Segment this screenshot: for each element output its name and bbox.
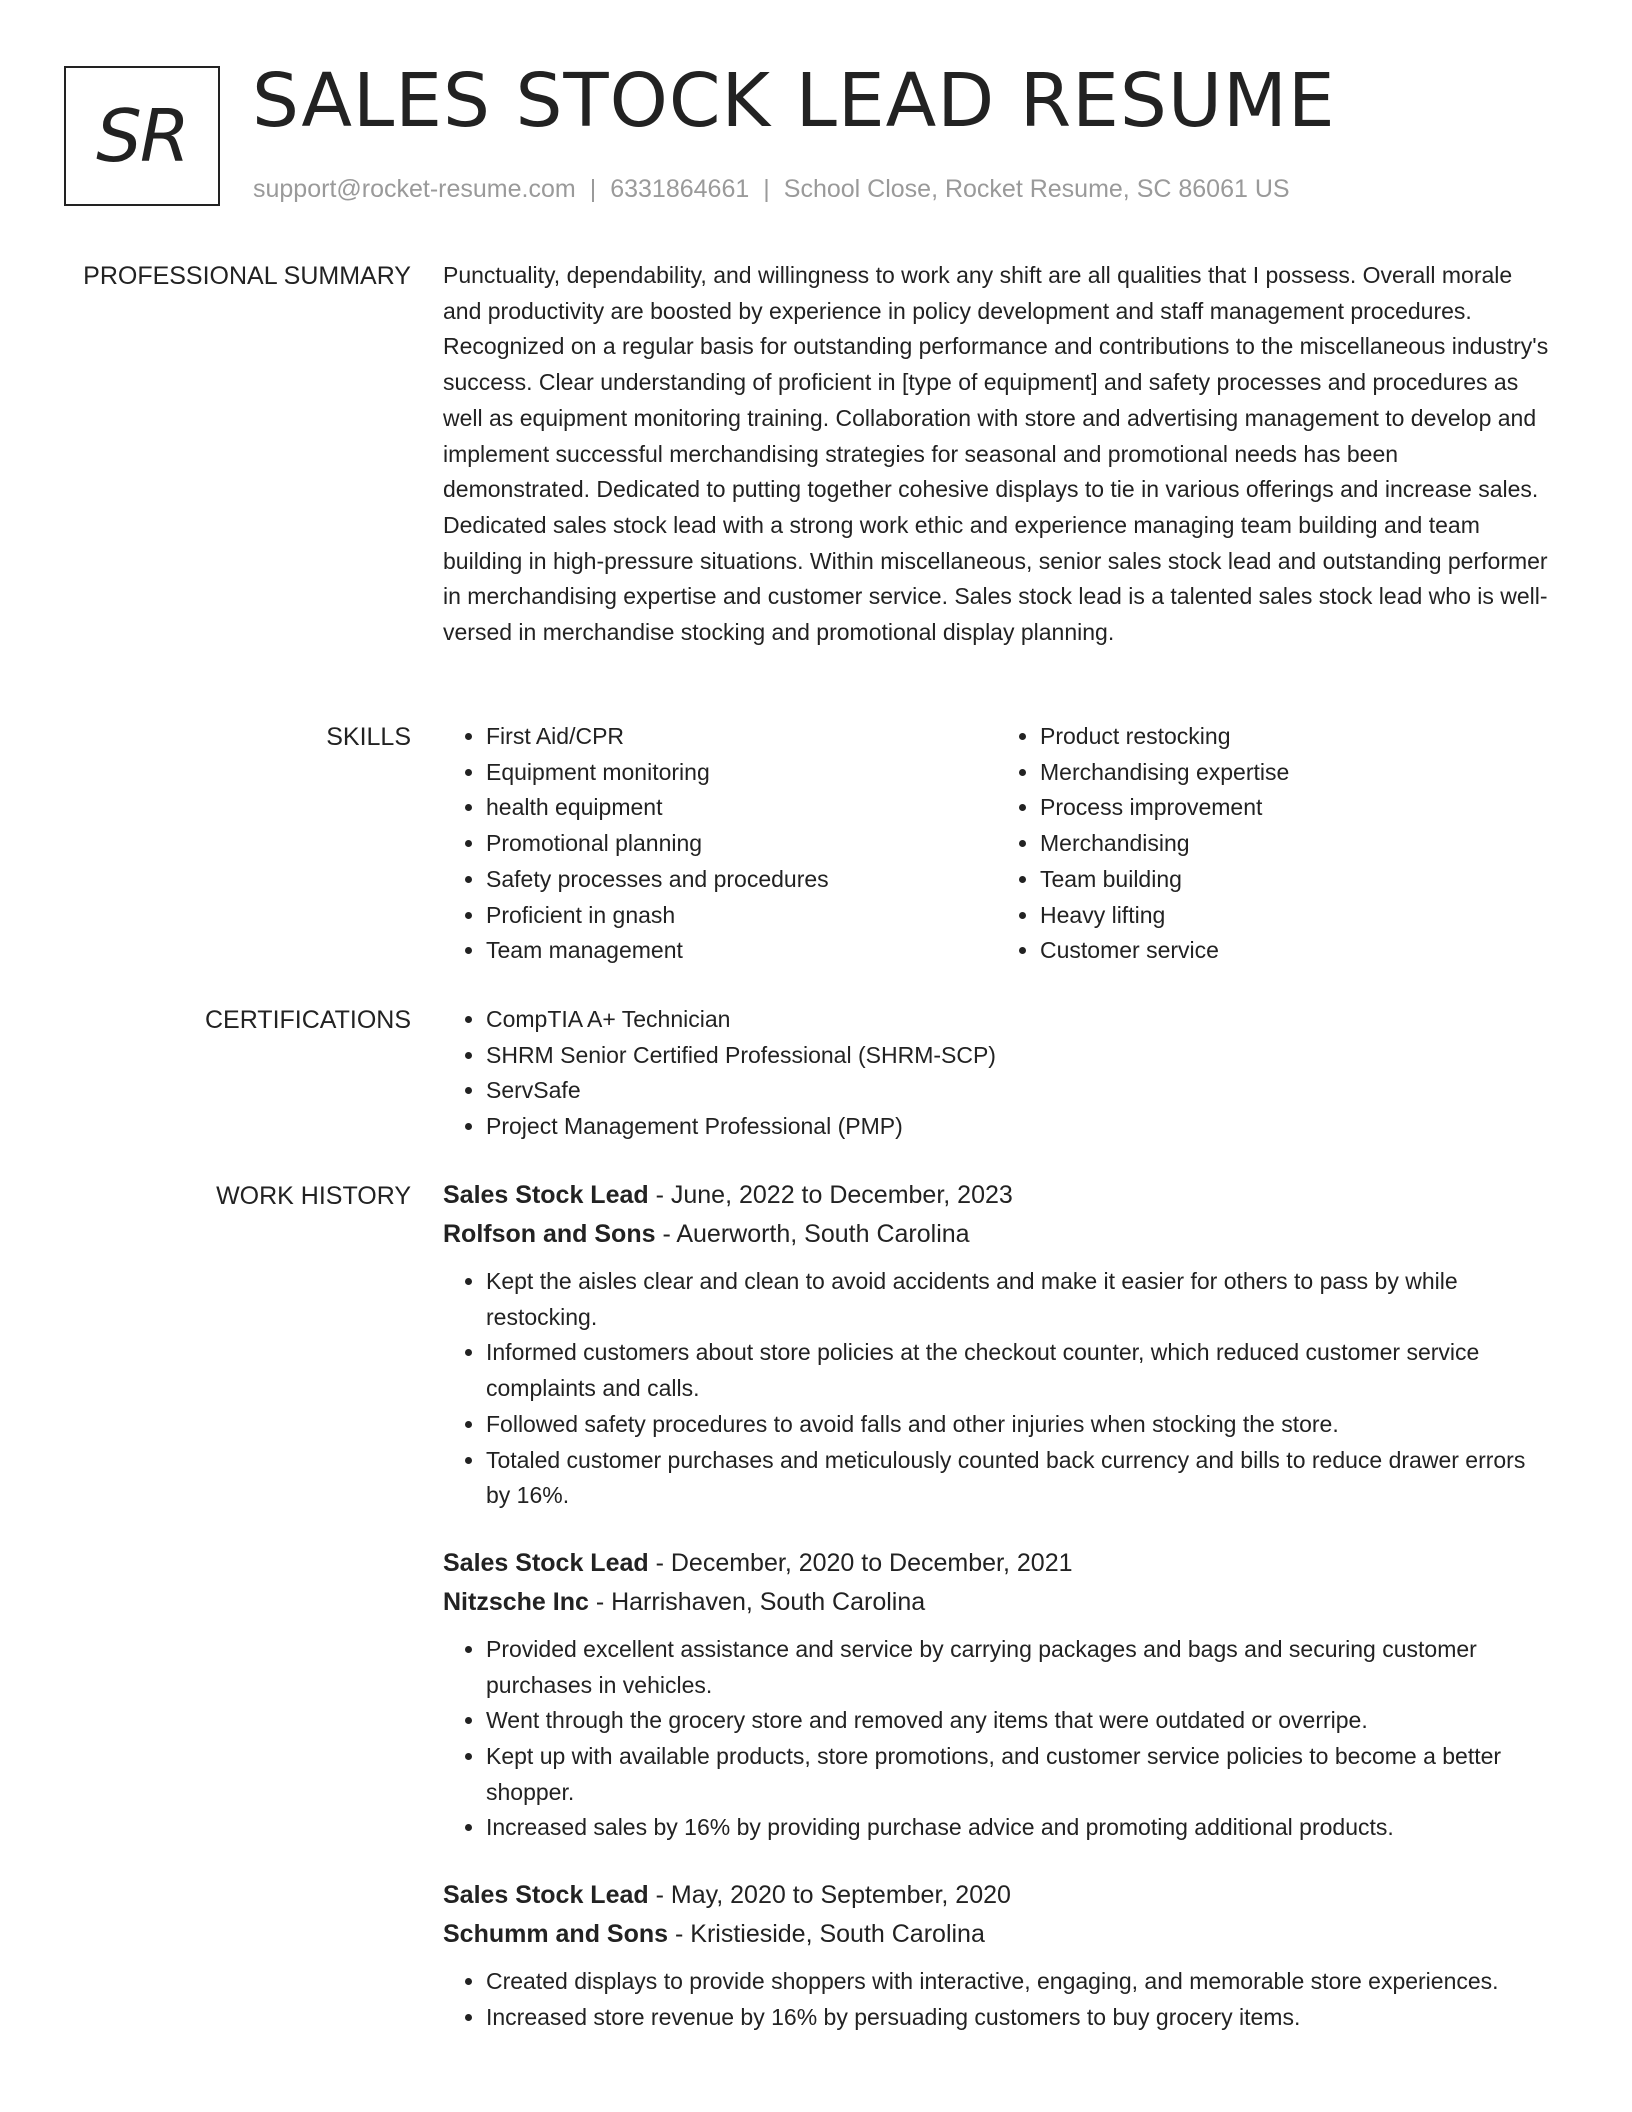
skill-item: • Merchandising expertise — [1040, 755, 1551, 791]
section-label-summary: PROFESSIONAL SUMMARY — [83, 262, 411, 290]
certification-item: • SHRM Senior Certified Professional (SHRM-SCP) — [486, 1038, 1551, 1074]
job-bullet: • Totaled customer purchases and meticulously counted back currency and bills to reduce drawer errors by 16%. — [486, 1443, 1551, 1514]
job-company: Nitzsche Inc — [443, 1587, 589, 1616]
skill-item: • Customer service — [1040, 933, 1551, 969]
skill-item: • Safety processes and procedures — [486, 862, 997, 898]
skill-item: • First Aid/CPR — [486, 719, 997, 755]
job-location: - Harrishaven, South Carolina — [588, 1587, 926, 1616]
certification-item: • CompTIA A+ Technician — [486, 1002, 1551, 1038]
monogram-logo: SR — [64, 66, 220, 206]
job-bullet: • Created displays to provide shoppers with interactive, engaging, and memorable store experiences. — [486, 1964, 1551, 2000]
skill-item: • Proficient in gnash — [486, 898, 997, 934]
job-entry — [443, 1176, 1551, 1514]
job-bullet: • Kept the aisles clear and clean to avoid accidents and make it easier for others to pass by while restocking. — [486, 1264, 1551, 1335]
job-company: Rolfson and Sons — [443, 1220, 656, 1248]
job-bullet: • Informed customers about store policies at the checkout counter, which reduced customer service complaints and calls. — [486, 1335, 1551, 1406]
skill-item: • Product restocking — [1040, 719, 1551, 755]
job-bullet: • Increased sales by 16% by providing purchase advice and promoting additional products. — [486, 1810, 1551, 1846]
contact-separator: | — [763, 175, 770, 203]
contact-address: School Close, Rocket Resume, SC 86061 US — [783, 175, 1290, 203]
job-location: - Auerworth, South Carolina — [655, 1220, 970, 1248]
skill-item: • Process improvement — [1040, 790, 1551, 826]
contact-phone: 6331864661 — [610, 175, 750, 203]
skills-body — [443, 719, 1551, 969]
contact-line — [253, 172, 1290, 206]
skills-list-right — [997, 719, 1551, 969]
skill-item: • Equipment monitoring — [486, 755, 997, 791]
skills-list-left — [443, 719, 997, 969]
job-title-line — [443, 1544, 1551, 1583]
page-title: SALES STOCK LEAD RESUME — [252, 58, 1336, 144]
job-title: Sales Stock Lead — [443, 1881, 649, 1910]
job-company-line — [443, 1583, 1551, 1622]
section-label-skills: SKILLS — [326, 723, 411, 751]
summary-text: Punctuality, dependability, and willingness to work any shift are all qualities that I possess. Overall morale and productivity are boosted by experience in policy development and staff management procedures. Recognized on a regular basis for outstanding performance and contributions to the miscellaneous industry's success. Clear understanding of proficient in [type of equipment] and safety processes and procedures as well as equipment monitoring training. Collaboration with store and advertising management to develop and implement successful merchandising strategies for seasonal and promotional needs has been demonstrated. Dedicated to putting together cohesive displays to tie in various offerings and increase sales. Dedicated sales stock lead with a strong work ethic and experience managing team building and team building in high-pressure situations. Within miscellaneous, senior sales stock lead and outstanding performer in merchandising expertise and customer service. Sales stock lead is a talented sales stock lead who is well-versed in merchandise stocking and promotional display planning. — [443, 262, 1549, 646]
skill-item: • Merchandising — [1040, 826, 1551, 862]
skills-grid — [443, 719, 1551, 969]
job-entry — [443, 1544, 1551, 1846]
job-bullet: • Went through the grocery store and removed any items that were outdated or overripe. — [486, 1703, 1551, 1739]
job-bullet: • Provided excellent assistance and service by carrying packages and bags and securing customer purchases in vehicles. — [486, 1632, 1551, 1703]
contact-email: support@rocket-resume.com — [253, 175, 576, 203]
job-bullet: • Increased store revenue by 16% by persuading customers to buy grocery items. — [486, 2000, 1551, 2036]
certifications-body — [443, 1002, 1551, 1145]
job-dates: - June, 2022 to December, 2023 — [648, 1181, 1013, 1209]
job-bullets — [443, 1632, 1551, 1846]
certifications-list — [443, 1002, 1551, 1145]
job-title: Sales Stock Lead — [443, 1548, 649, 1577]
job-title: Sales Stock Lead — [443, 1181, 649, 1209]
job-title-line — [443, 1176, 1551, 1215]
contact-separator: | — [589, 175, 597, 203]
job-location: - Kristieside, South Carolina — [668, 1920, 985, 1949]
job-bullets — [443, 1264, 1551, 1514]
job-dates: - May, 2020 to September, 2020 — [648, 1881, 1011, 1910]
skill-item: • Promotional planning — [486, 826, 997, 862]
section-label-work-history: WORK HISTORY — [216, 1182, 411, 1210]
skill-item: • health equipment — [486, 790, 997, 826]
job-company-line — [443, 1215, 1551, 1254]
skill-item: • Team management — [486, 933, 997, 969]
job-bullet: • Kept up with available products, store promotions, and customer service policies to become a better shopper. — [486, 1739, 1551, 1810]
certification-item: • ServSafe — [486, 1073, 1551, 1109]
job-bullets — [443, 1964, 1551, 2035]
section-label-certifications: CERTIFICATIONS — [204, 1006, 411, 1034]
job-company: Schumm and Sons — [443, 1920, 669, 1949]
job-title-line — [443, 1876, 1551, 1915]
work-history-body — [443, 1176, 1551, 2066]
certification-item: • Project Management Professional (PMP) — [486, 1109, 1551, 1145]
job-dates: - December, 2020 to December, 2021 — [648, 1548, 1073, 1577]
job-entry — [443, 1876, 1551, 2035]
skill-item: • Team building — [1040, 862, 1551, 898]
skill-item: • Heavy lifting — [1040, 898, 1551, 934]
job-company-line — [443, 1915, 1551, 1954]
job-bullet: • Followed safety procedures to avoid falls and other injuries when stocking the store. — [486, 1407, 1551, 1443]
